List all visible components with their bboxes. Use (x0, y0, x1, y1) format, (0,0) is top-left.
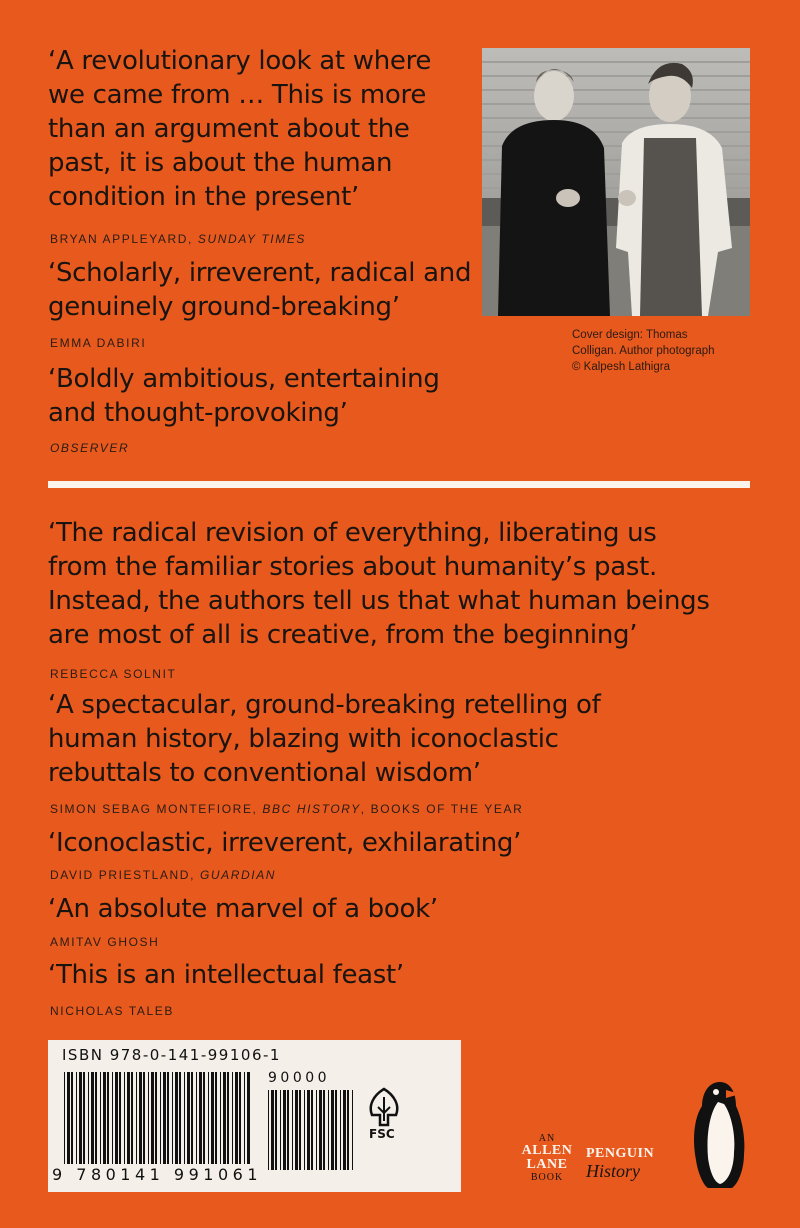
author-photo (482, 48, 750, 316)
barcode-bar (295, 1090, 298, 1170)
attribution-source: BBC HISTORY (262, 802, 361, 816)
price-digits: 90000 (268, 1070, 331, 1086)
attribution-name: REBECCA SOLNIT (50, 667, 177, 681)
barcode-bar (131, 1072, 133, 1164)
attribution-source: GUARDIAN (199, 868, 277, 882)
barcode-bar (83, 1072, 85, 1164)
barcode-bar (184, 1072, 185, 1164)
attribution-name: NICHOLAS TALEB (50, 1004, 174, 1018)
imprint-name-1: ALLEN (521, 1143, 573, 1158)
attribution-observer (50, 441, 129, 455)
quote-taleb: ‘This is an intellectual feast’ (48, 960, 404, 990)
attribution-appleyard (50, 232, 306, 246)
series-brand: PENGUIN (586, 1146, 655, 1161)
barcode-bar (292, 1090, 293, 1170)
attribution-taleb (50, 1004, 174, 1018)
barcode-bar (335, 1090, 337, 1170)
photo-credit: Cover design: Thomas Colligan. Author photograph © Kalpesh Lathigra (572, 329, 715, 373)
barcode-bar (112, 1072, 113, 1164)
isbn-label: ISBN 978-0-141-99106-1 (62, 1046, 281, 1064)
attribution-name: DAVID PRIESTLAND, (50, 868, 200, 882)
barcode-bar (304, 1090, 305, 1170)
barcode-bar (232, 1072, 233, 1164)
quote-ghosh: ‘An absolute marvel of a book’ (48, 894, 438, 924)
barcode-bar (136, 1072, 137, 1164)
imprint-allen-lane (516, 1133, 578, 1183)
attribution-priestland (50, 868, 276, 882)
barcode-bar (268, 1090, 269, 1170)
fsc-logo (362, 1085, 406, 1150)
barcode-bar (187, 1072, 190, 1164)
attribution-dabiri (50, 336, 146, 350)
barcode-bar (179, 1072, 181, 1164)
barcode-bar (235, 1072, 238, 1164)
barcode-bar (275, 1090, 277, 1170)
attribution-source: SUNDAY TIMES (197, 232, 307, 246)
barcode-bar (127, 1072, 130, 1164)
barcode-bar (119, 1072, 121, 1164)
barcode-bar (155, 1072, 157, 1164)
divider (48, 481, 750, 488)
barcode-bar (160, 1072, 161, 1164)
quote-montefiore: ‘A spectacular, ground-breaking retelling of human history, blazing with iconoclastic rebuttals to conventional wisdom’ (48, 690, 601, 788)
barcode-bar (191, 1072, 193, 1164)
barcode-bar (347, 1090, 349, 1170)
barcode-bar (167, 1072, 169, 1164)
quote-observer: ‘Boldly ambitious, entertaining and thought-provoking’ (48, 364, 440, 428)
barcode-bar (79, 1072, 82, 1164)
barcode-bar (271, 1090, 274, 1170)
barcode-bar (343, 1090, 346, 1170)
fsc-label: FSC (369, 1127, 395, 1141)
imprint-an: AN (538, 1133, 556, 1144)
barcode-bar (203, 1072, 205, 1164)
barcode-bar (124, 1072, 125, 1164)
barcode-bar (139, 1072, 142, 1164)
barcode-bar (280, 1090, 281, 1170)
series-subject: History (586, 1161, 640, 1181)
barcode-bar (196, 1072, 197, 1164)
series-penguin-history (586, 1146, 654, 1180)
barcode-bar (88, 1072, 89, 1164)
barcode-bar (331, 1090, 334, 1170)
barcode-bar (211, 1072, 214, 1164)
attribution-name: EMMA DABIRI (50, 336, 147, 350)
barcode-bar (95, 1072, 97, 1164)
attribution-name: SIMON SEBAG MONTEFIORE, (50, 802, 263, 816)
barcode-bar (103, 1072, 106, 1164)
penguin-logo (690, 1078, 750, 1201)
barcode-bar (247, 1072, 250, 1164)
barcode-bar (319, 1090, 322, 1170)
barcode-bar (76, 1072, 77, 1164)
imprint-name-2: LANE (526, 1157, 568, 1172)
barcode-bar (71, 1072, 73, 1164)
barcode-bar (299, 1090, 301, 1170)
isbn-barcode (62, 1072, 254, 1164)
barcode-bar (287, 1090, 289, 1170)
quote-appleyard: ‘A revolutionary look at where we came from … This is more than an argument about the past, it is about the human condition in the present’ (48, 46, 432, 212)
barcode-bar (239, 1072, 241, 1164)
barcode-bar (227, 1072, 229, 1164)
barcode-bar (151, 1072, 154, 1164)
barcode-bar (107, 1072, 109, 1164)
barcode-bar (323, 1090, 325, 1170)
barcode-bar (163, 1072, 166, 1164)
barcode-bar (340, 1090, 341, 1170)
barcode-bar (172, 1072, 173, 1164)
quote-priestland: ‘Iconoclastic, irreverent, exhilarating’ (48, 828, 522, 858)
barcode-bar (175, 1072, 178, 1164)
barcode-bar (143, 1072, 145, 1164)
barcode-bar (100, 1072, 101, 1164)
barcode-bar (352, 1090, 353, 1170)
barcode-bar (220, 1072, 221, 1164)
price-barcode (266, 1090, 356, 1170)
barcode-bar (328, 1090, 329, 1170)
attribution-source: OBSERVER (50, 441, 130, 455)
penguin-logo-icon (690, 1078, 750, 1196)
attribution-montefiore (50, 802, 523, 816)
barcode-bar (115, 1072, 118, 1164)
quote-solnit: ‘The radical revision of everything, liberating us from the familiar stories about humanity’s past. Instead, the authors tell us that what human beings are most of all is creative, from the beginning’ (48, 518, 710, 650)
ean-digits: 9 780141 991061 (52, 1165, 263, 1184)
barcode-bar (283, 1090, 286, 1170)
barcode-bar (91, 1072, 94, 1164)
imprint-book: BOOK (530, 1172, 564, 1183)
barcode-bar (148, 1072, 149, 1164)
barcode-bar (208, 1072, 209, 1164)
barcode-bar (311, 1090, 313, 1170)
barcode-bar (215, 1072, 217, 1164)
barcode-bar (316, 1090, 317, 1170)
quote-dabiri: ‘Scholarly, irreverent, radical and genuinely ground-breaking’ (48, 258, 472, 322)
attribution-name: AMITAV GHOSH (50, 935, 160, 949)
barcode-bar (199, 1072, 202, 1164)
attribution-ghosh (50, 935, 159, 949)
barcode-bar (64, 1072, 65, 1164)
attribution-suffix: , BOOKS OF THE YEAR (360, 802, 524, 816)
attribution-name: BRYAN APPLEYARD, (50, 232, 198, 246)
barcode-bar (223, 1072, 226, 1164)
barcode-bar (67, 1072, 70, 1164)
barcode-bar (307, 1090, 310, 1170)
barcode-bar (244, 1072, 245, 1164)
attribution-solnit (50, 667, 176, 681)
